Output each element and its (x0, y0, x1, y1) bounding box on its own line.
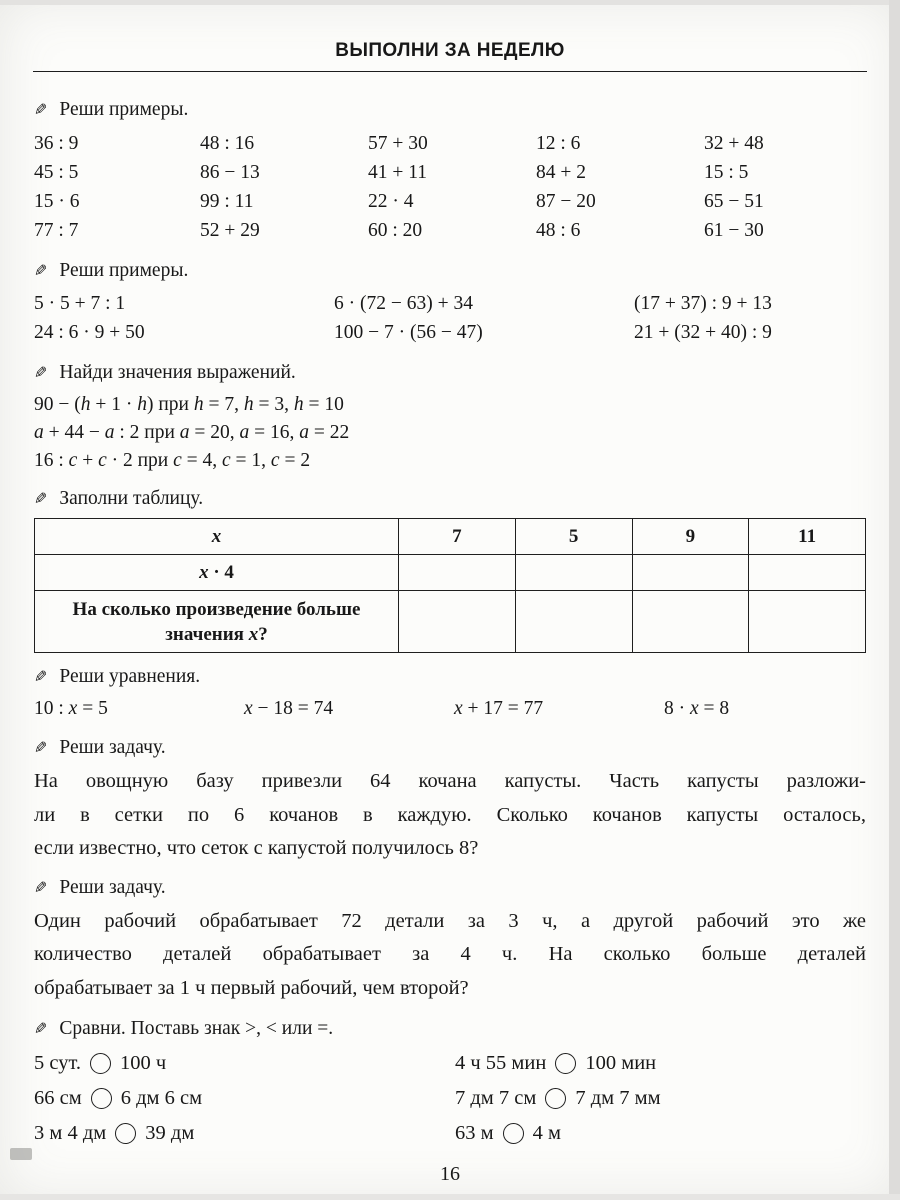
exercise-item: 100 − 7 · (56 − 47) (334, 322, 483, 343)
equation-item: x + 17 = 77 (454, 698, 544, 719)
exercise-item: 87 − 20 (536, 191, 596, 212)
exercise-item: 99 : 11 (200, 191, 254, 212)
exercise-item: 41 + 11 (368, 162, 428, 183)
comparison-right-value: 100 ч (120, 1052, 167, 1074)
exercise-item: 60 : 20 (368, 220, 423, 241)
equation-item: x − 18 = 74 (244, 698, 334, 719)
comparison-right-value: 100 мин (585, 1052, 657, 1074)
comparison-row (34, 1116, 455, 1151)
comparison-right-value: 6 дм 6 см (120, 1087, 203, 1109)
comparison-column-left (34, 1046, 455, 1151)
exercise-item: 77 : 7 (34, 220, 79, 241)
exercise-item: 6 · (72 − 63) + 34 (334, 293, 473, 314)
exercise-item: 22 · 4 (368, 191, 414, 212)
equation-item: 8 · x = 8 (664, 698, 730, 719)
section-title-text: Найди значения выражений. (59, 362, 296, 383)
table-blank-cell[interactable] (515, 555, 632, 591)
exercise-item: 45 : 5 (34, 162, 79, 183)
exercise-item: 12 : 6 (536, 133, 581, 154)
comparison-column-right (455, 1046, 866, 1151)
section-heading-7 (34, 874, 866, 901)
pencil-icon: ✎ (34, 489, 48, 508)
section-title-text: Сравни. Поставь знак >, < или =. (59, 1018, 334, 1039)
comparison-left-value: 63 м (455, 1122, 494, 1144)
exercise-item: 32 + 48 (704, 133, 764, 154)
scan-edge-right (889, 0, 900, 1200)
problem-line: На овощную базу привезли 64 кочана капусты. Часть капусты разложи- (34, 770, 866, 792)
comparison-right-value: 4 м (532, 1122, 561, 1144)
section-title-text: Реши примеры. (59, 99, 189, 120)
pencil-icon: ✎ (34, 667, 48, 686)
section-title-text: Заполни таблицу. (59, 488, 204, 509)
expression-line: 16 : c + c · 2 при c = 4, c = 1, c = 2 (34, 450, 311, 471)
problem-line: обрабатывает за 1 ч первый рабочий, чем второй? (34, 976, 469, 999)
word-problem-2 (34, 905, 866, 1006)
pencil-icon: ✎ (34, 877, 48, 897)
exercise-grid-1 (34, 129, 866, 245)
exercise-item: 57 + 30 (368, 133, 428, 154)
pencil-icon: ✎ (34, 1019, 48, 1038)
table-row (35, 555, 866, 591)
table-value: 5 (515, 519, 632, 555)
fill-table (34, 518, 866, 653)
exercise-item: 65 − 51 (704, 191, 764, 212)
exercise-item: (17 + 37) : 9 + 13 (634, 293, 772, 314)
comparison-left-value: 4 ч 55 мин (455, 1052, 547, 1074)
comparison-right-value: 7 дм 7 мм (575, 1087, 661, 1109)
section-heading-8 (34, 1015, 866, 1042)
section-heading-1 (34, 96, 866, 123)
table-row (35, 591, 866, 653)
exercise-item: 36 : 9 (34, 133, 79, 154)
table-blank-cell[interactable] (632, 555, 749, 591)
comparison-row (455, 1081, 866, 1116)
table-row (35, 519, 866, 555)
exercise-item: 48 : 6 (536, 220, 581, 241)
table-value: 9 (632, 519, 749, 555)
page-content (0, 96, 900, 1151)
section-title-text: Реши уравнения. (59, 666, 201, 687)
comparison-row (34, 1046, 455, 1081)
table-blank-cell[interactable] (749, 591, 866, 653)
answer-circle[interactable] (115, 1123, 136, 1144)
table-blank-cell[interactable] (399, 555, 516, 591)
exercise-grid-2 (34, 289, 866, 347)
answer-circle[interactable] (555, 1053, 576, 1074)
table-value: 7 (399, 519, 516, 555)
table-value: 11 (749, 519, 866, 555)
word-problem-1 (34, 765, 866, 866)
exercise-item: 5 · 5 + 7 : 1 (34, 293, 126, 314)
problem-line: если известно, что сеток с капустой получилось 8? (34, 837, 479, 859)
comparison-row (455, 1046, 866, 1081)
page-number: 16 (440, 1163, 460, 1185)
page-title: ВЫПОЛНИ ЗА НЕДЕЛЮ (335, 40, 565, 61)
section-title-text: Реши задачу. (59, 737, 166, 758)
exercise-item: 21 + (32 + 40) : 9 (634, 322, 772, 343)
table-blank-cell[interactable] (632, 591, 749, 653)
expression-line: a + 44 − a : 2 при a = 20, a = 16, a = 22 (34, 422, 350, 443)
section-title-text: Реши примеры. (59, 260, 189, 281)
header-rule (33, 71, 867, 72)
section-heading-5 (34, 663, 866, 690)
exercise-item: 24 : 6 · 9 + 50 (34, 322, 145, 343)
pencil-icon: ✎ (34, 738, 48, 757)
problem-line: Один рабочий обрабатывает 72 детали за 3 ч, а другой рабочий это же (34, 909, 866, 932)
comparison-left-value: 3 м 4 дм (34, 1122, 107, 1144)
table-blank-cell[interactable] (399, 591, 516, 653)
pencil-icon: ✎ (34, 261, 48, 280)
answer-circle[interactable] (91, 1088, 112, 1109)
expression-list (34, 391, 866, 475)
equation-row (34, 694, 866, 724)
scan-artifact (10, 1148, 32, 1160)
exercise-item: 15 : 5 (704, 162, 749, 183)
comparison-row (455, 1116, 866, 1151)
section-heading-4 (34, 485, 866, 512)
comparison-section (34, 1046, 866, 1151)
scan-edge-top (0, 0, 900, 5)
table-row-label: x · 4 (35, 555, 399, 591)
scan-edge-bottom (0, 1194, 900, 1200)
page-header (0, 0, 900, 72)
comparison-left-value: 7 дм 7 см (455, 1087, 537, 1109)
section-heading-6 (34, 734, 866, 761)
answer-circle[interactable] (545, 1088, 566, 1109)
pencil-icon: ✎ (34, 100, 48, 119)
comparison-right-value: 39 дм (145, 1122, 195, 1144)
exercise-item: 15 · 6 (34, 191, 80, 212)
exercise-item: 48 : 16 (200, 133, 255, 154)
problem-line: количество деталей обрабатывает за 4 ч. На сколько больше деталей (34, 943, 866, 965)
comparison-left-value: 66 см (34, 1087, 82, 1109)
answer-circle[interactable] (90, 1053, 111, 1074)
table-row-label: На сколько произведение больше значения x? (35, 591, 399, 653)
answer-circle[interactable] (503, 1123, 524, 1144)
section-heading-3 (34, 359, 866, 386)
exercise-item: 84 + 2 (536, 162, 586, 183)
expression-line: 90 − (h + 1 · h) при h = 7, h = 3, h = 10 (34, 394, 344, 415)
comparison-left-value: 5 сут. (34, 1052, 81, 1074)
exercise-item: 86 − 13 (200, 162, 260, 183)
exercise-item: 61 − 30 (704, 220, 764, 241)
table-variable-header: x (35, 519, 399, 555)
pencil-icon: ✎ (34, 363, 48, 382)
table-blank-cell[interactable] (515, 591, 632, 653)
section-title-text: Реши задачу. (59, 876, 166, 898)
equation-item: 10 : x = 5 (34, 698, 108, 719)
problem-line: ли в сетки по 6 кочанов в каждую. Сколько кочанов капусты осталось, (34, 803, 866, 826)
comparison-row (34, 1081, 455, 1116)
table-blank-cell[interactable] (749, 555, 866, 591)
exercise-item: 52 + 29 (200, 220, 260, 241)
section-heading-2 (34, 257, 866, 284)
